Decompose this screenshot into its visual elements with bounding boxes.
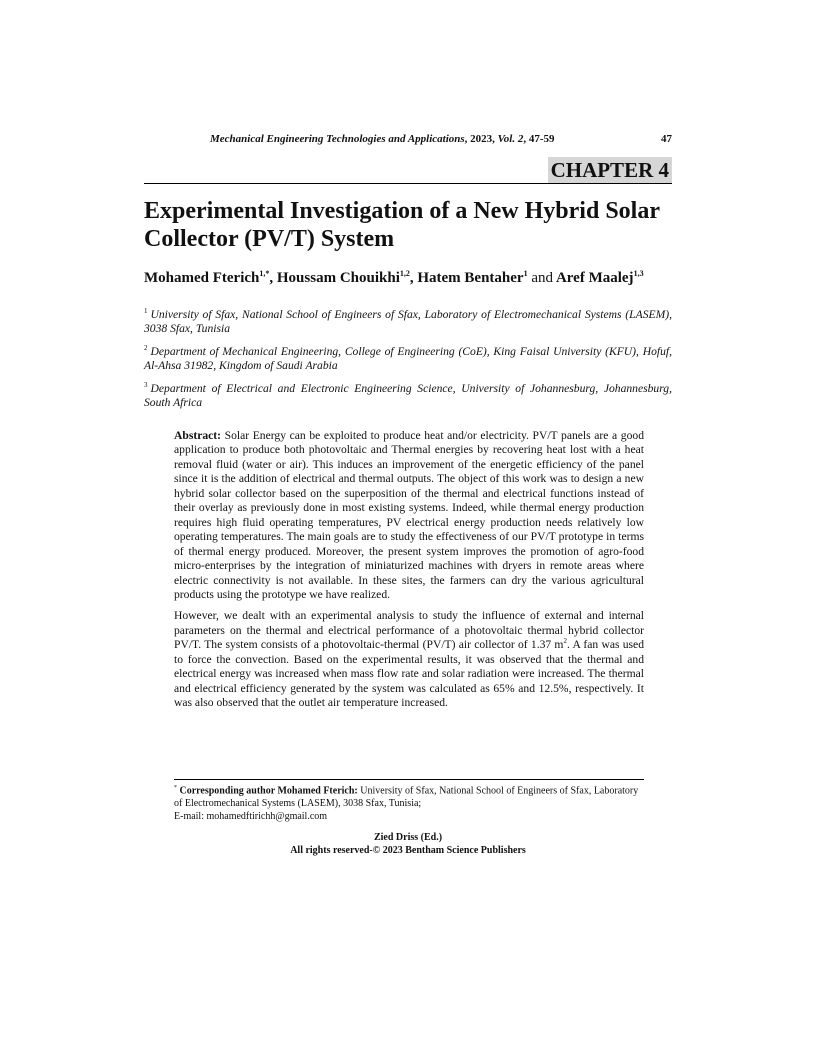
- author-affil-mark: 1,2: [399, 269, 410, 278]
- author-affil-mark: 1,3: [633, 269, 644, 278]
- affiliation-item: $^2$ Department of Mechanical Engineering, College of Engineering (CoE), King Faisal University (KFU), Hofuf, Al-Ahsa 31982, Kingdom of Saudi Arabia: [144, 343, 672, 373]
- author-affil-mark: 1: [523, 269, 528, 278]
- abstract-label: Abstract:: [174, 429, 222, 442]
- author-list: Mohamed Fterich$^{1,*}$, Houssam Chouikhi$^{1,2}$, Hatem Bentaher$^1$ and Aref Maalej$^{1,3}$: [144, 269, 644, 286]
- journal-pages: , 47-59: [523, 133, 555, 145]
- publisher-info: [144, 831, 672, 857]
- journal-name: Mechanical Engineering Technologies and Applications: [210, 133, 465, 145]
- abstract-paragraph: Abstract: Solar Energy can be exploited to produce heat and/or electricity. PV/T panels are a good application to produce both photovoltaic and Thermal energies by recovering heat lost with a heat removal fluid (water or air). This induces an improvement of the energetic efficiency of the panel since it is the addition of electrical and thermal outputs. The object of this work was to design a new hybrid solar collector based on the superposition of the thermal and electrical functions instead of their overlay as previously done in most existing systems. Indeed, while thermal energy production requires high fluid operating temperatures, PV electrical energy production needs relatively low operating temperatures. The main goals are to study the effectiveness of our PV/T prototype in terms of thermal energy produced. Moreover, the present system improves the promotion of agro-food micro-enterprises by the integration of miniaturized machines with dryers in remote areas where electric connectivity is not available. In these sites, the farmers can dry the various agricultural products using the prototype we have realized.: [174, 429, 644, 601]
- chapter-label: CHAPTER 4: [548, 157, 672, 183]
- journal-citation: [210, 133, 555, 145]
- author-email: E-mail: mohamedftirichh@gmail.com: [174, 810, 328, 822]
- affiliations: [144, 304, 672, 415]
- author-name: Houssam Chouikhi: [276, 270, 400, 286]
- editor-line: Zied Driss (Ed.): [373, 832, 443, 843]
- journal-year: , 2023,: [464, 133, 498, 145]
- author-name: Aref Maalej: [555, 270, 634, 286]
- affiliation-item: $^3$ Department of Electrical and Electronic Engineering Science, University of Johannesburg, Johannesburg, South Africa: [144, 380, 672, 410]
- journal-volume: Vol. 2: [497, 133, 524, 145]
- authors-conjunction: and: [531, 270, 554, 286]
- author-name: Hatem Bentaher: [417, 270, 524, 286]
- footnote-rule: [174, 779, 644, 780]
- abstract: [174, 429, 644, 718]
- header-rule: [144, 183, 672, 184]
- abstract-paragraph: However, we dealt with an experimental analysis to study the influence of external and internal parameters on the thermal and electrical performance of a photovoltaic thermal hybrid collector PV/T. The system consists of a photovoltaic-thermal (PV/T) air collector of 1.37 $m^2$. A fan was used to force the convection. Based on the experimental results, it was observed that the thermal and electrical energy was increased when mass flow rate and solar radiation were increased. The thermal and electrical efficiency generated by the system was calculated as 65% and 12.5%, respectively. It was also observed that the outlet air temperature increased.: [174, 609, 645, 710]
- author-affil-mark: 1,*: [259, 269, 270, 278]
- corresponding-author-footnote: * Corresponding author Mohamed Fterich: University of Sfax, National School of Engineers of Sfax, Laboratory of Electromechanical Systems (LASEM), 3038 Sfax, Tunisia; E-mail: mohamedftirichh@gmail.com: [174, 785, 639, 822]
- page-number: 47: [661, 133, 672, 145]
- paper-title: Experimental Investigation of a New Hybrid Solar Collector (PV/T) System: [144, 198, 660, 252]
- affiliation-item: $^1$ University of Sfax, National School of Engineers of Sfax, Laboratory of Electromechanical Systems (LASEM), 3038 Sfax, Tunisia: [144, 307, 672, 336]
- copyright-line: All rights reserved-© 2023 Bentham Science Publishers: [290, 845, 526, 856]
- footnote-label: Corresponding author Mohamed Fterich:: [179, 785, 358, 797]
- author-name: Mohamed Fterich: [144, 270, 260, 286]
